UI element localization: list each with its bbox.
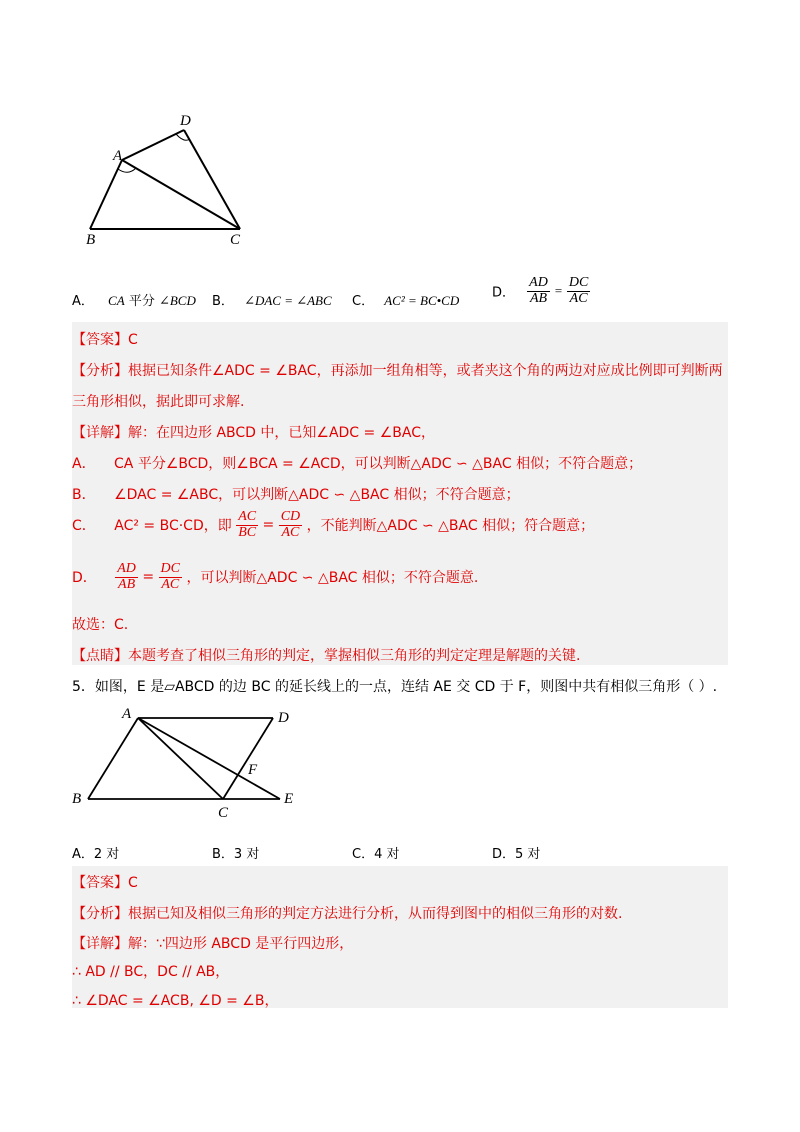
angle-mark-a bbox=[118, 168, 136, 172]
q5-stem: 5．如图，E 是▱ABCD 的边 BC 的延长线上的一点，连结 AE 交 CD 于 F，则图中共有相似三角形（ ）. bbox=[72, 679, 718, 695]
q4-comment: 【点睛】本题考查了相似三角形的判定，掌握相似三角形的判定定理是解题的关键. bbox=[72, 648, 581, 664]
q4-detail-b: B． ∠DAC = ∠ABC，可以判断△ADC ∽ △BAC 相似；不符合题意； bbox=[72, 487, 520, 503]
q4-option-c: C． AC² = BC•CD bbox=[352, 293, 460, 309]
fraction-ac-bc: $\frac{AC}{BC}$ bbox=[238, 509, 257, 540]
segment-ad bbox=[122, 130, 184, 160]
q4-option-a: A． CA 平分 ∠BCD bbox=[72, 293, 196, 309]
label-b: B bbox=[72, 791, 82, 807]
q4-detail-intro: 【详解】解：在四边形 ABCD 中，已知∠ADC = ∠BAC， bbox=[72, 425, 435, 441]
fraction-dc-ac-detail: $\frac{DC}{AC}$ bbox=[160, 561, 180, 592]
label-e: E bbox=[284, 791, 294, 807]
label-d: D bbox=[180, 113, 191, 129]
label-c: C bbox=[218, 805, 229, 821]
fraction-ad-ab-detail: $\frac{AD}{AB}$ bbox=[117, 561, 136, 592]
q5-analysis: 【分析】根据已知及相似三角形的判定方法进行分析，从而得到图中的相似三角形的对数. bbox=[72, 906, 623, 922]
q4-choice: 故选：C. bbox=[72, 617, 129, 633]
segment-dc bbox=[223, 718, 273, 799]
label-a: A bbox=[113, 148, 123, 164]
fraction-ad-ab: $\frac{AD}{AB}$ bbox=[529, 275, 548, 306]
label-b: B bbox=[86, 232, 96, 248]
label-f: F bbox=[248, 762, 258, 778]
segment-ab bbox=[88, 718, 138, 799]
q4-detail-a: A． CA 平分∠BCD，则∠BCA = ∠ACD，可以判断△ADC ∽ △BAC 相似；不符合题意； bbox=[72, 456, 643, 472]
q4-option-b: B． ∠DAC = ∠ABC bbox=[212, 293, 332, 309]
fraction-dc-ac: $\frac{DC}{AC}$ bbox=[568, 275, 589, 306]
q4-option-d: D． $\frac{AD}{AB}$ = $\frac{DC}{AC}$ bbox=[492, 275, 589, 306]
q4-detail-c: C． AC² = BC·CD，即 $\frac{AC}{BC}$ = $\frac{CD}{AC}$ ，不能判断△ADC ∽ △BAC 相似；符合题意； bbox=[72, 509, 595, 540]
q5-detail-line1: 【详解】解：∵四边形 ABCD 是平行四边形， bbox=[72, 936, 354, 952]
q5-answer: 【答案】C bbox=[72, 875, 138, 891]
segment-ab bbox=[90, 160, 122, 229]
q4-analysis-line1: 【分析】根据已知条件∠ADC = ∠BAC，再添加一组角相等，或者夹这个角的两边对应成比例即可判断两 bbox=[72, 363, 723, 379]
segment-dc bbox=[184, 130, 240, 229]
q5-option-a: A．2 对 bbox=[72, 847, 120, 862]
q5-option-c: C．4 对 bbox=[352, 847, 400, 862]
q4-answer: 【答案】C bbox=[72, 332, 138, 348]
q4-detail-d: D． $\frac{AD}{AB}$ = $\frac{DC}{AC}$ ，可以判断△ADC ∽ △BAC 相似；不符合题意. bbox=[72, 561, 479, 592]
q5-option-d: D．5 对 bbox=[492, 847, 541, 862]
label-d: D bbox=[278, 710, 289, 726]
segment-ac bbox=[122, 160, 240, 229]
q5-option-b: B．3 对 bbox=[212, 847, 260, 862]
label-c: C bbox=[230, 232, 241, 248]
figure-quadrilateral-abcd bbox=[80, 110, 270, 250]
q5-detail-line2: ∴ AD // BC，DC // AB， bbox=[72, 964, 230, 980]
label-a: A bbox=[122, 706, 132, 722]
fraction-cd-ac: $\frac{CD}{AC}$ bbox=[280, 509, 301, 540]
q4-analysis-line2: 三角形相似，据此即可求解. bbox=[72, 394, 245, 410]
q5-detail-line3: ∴ ∠DAC = ∠ACB, ∠D = ∠B， bbox=[72, 993, 279, 1009]
figure-parallelogram-abcd bbox=[68, 702, 318, 822]
